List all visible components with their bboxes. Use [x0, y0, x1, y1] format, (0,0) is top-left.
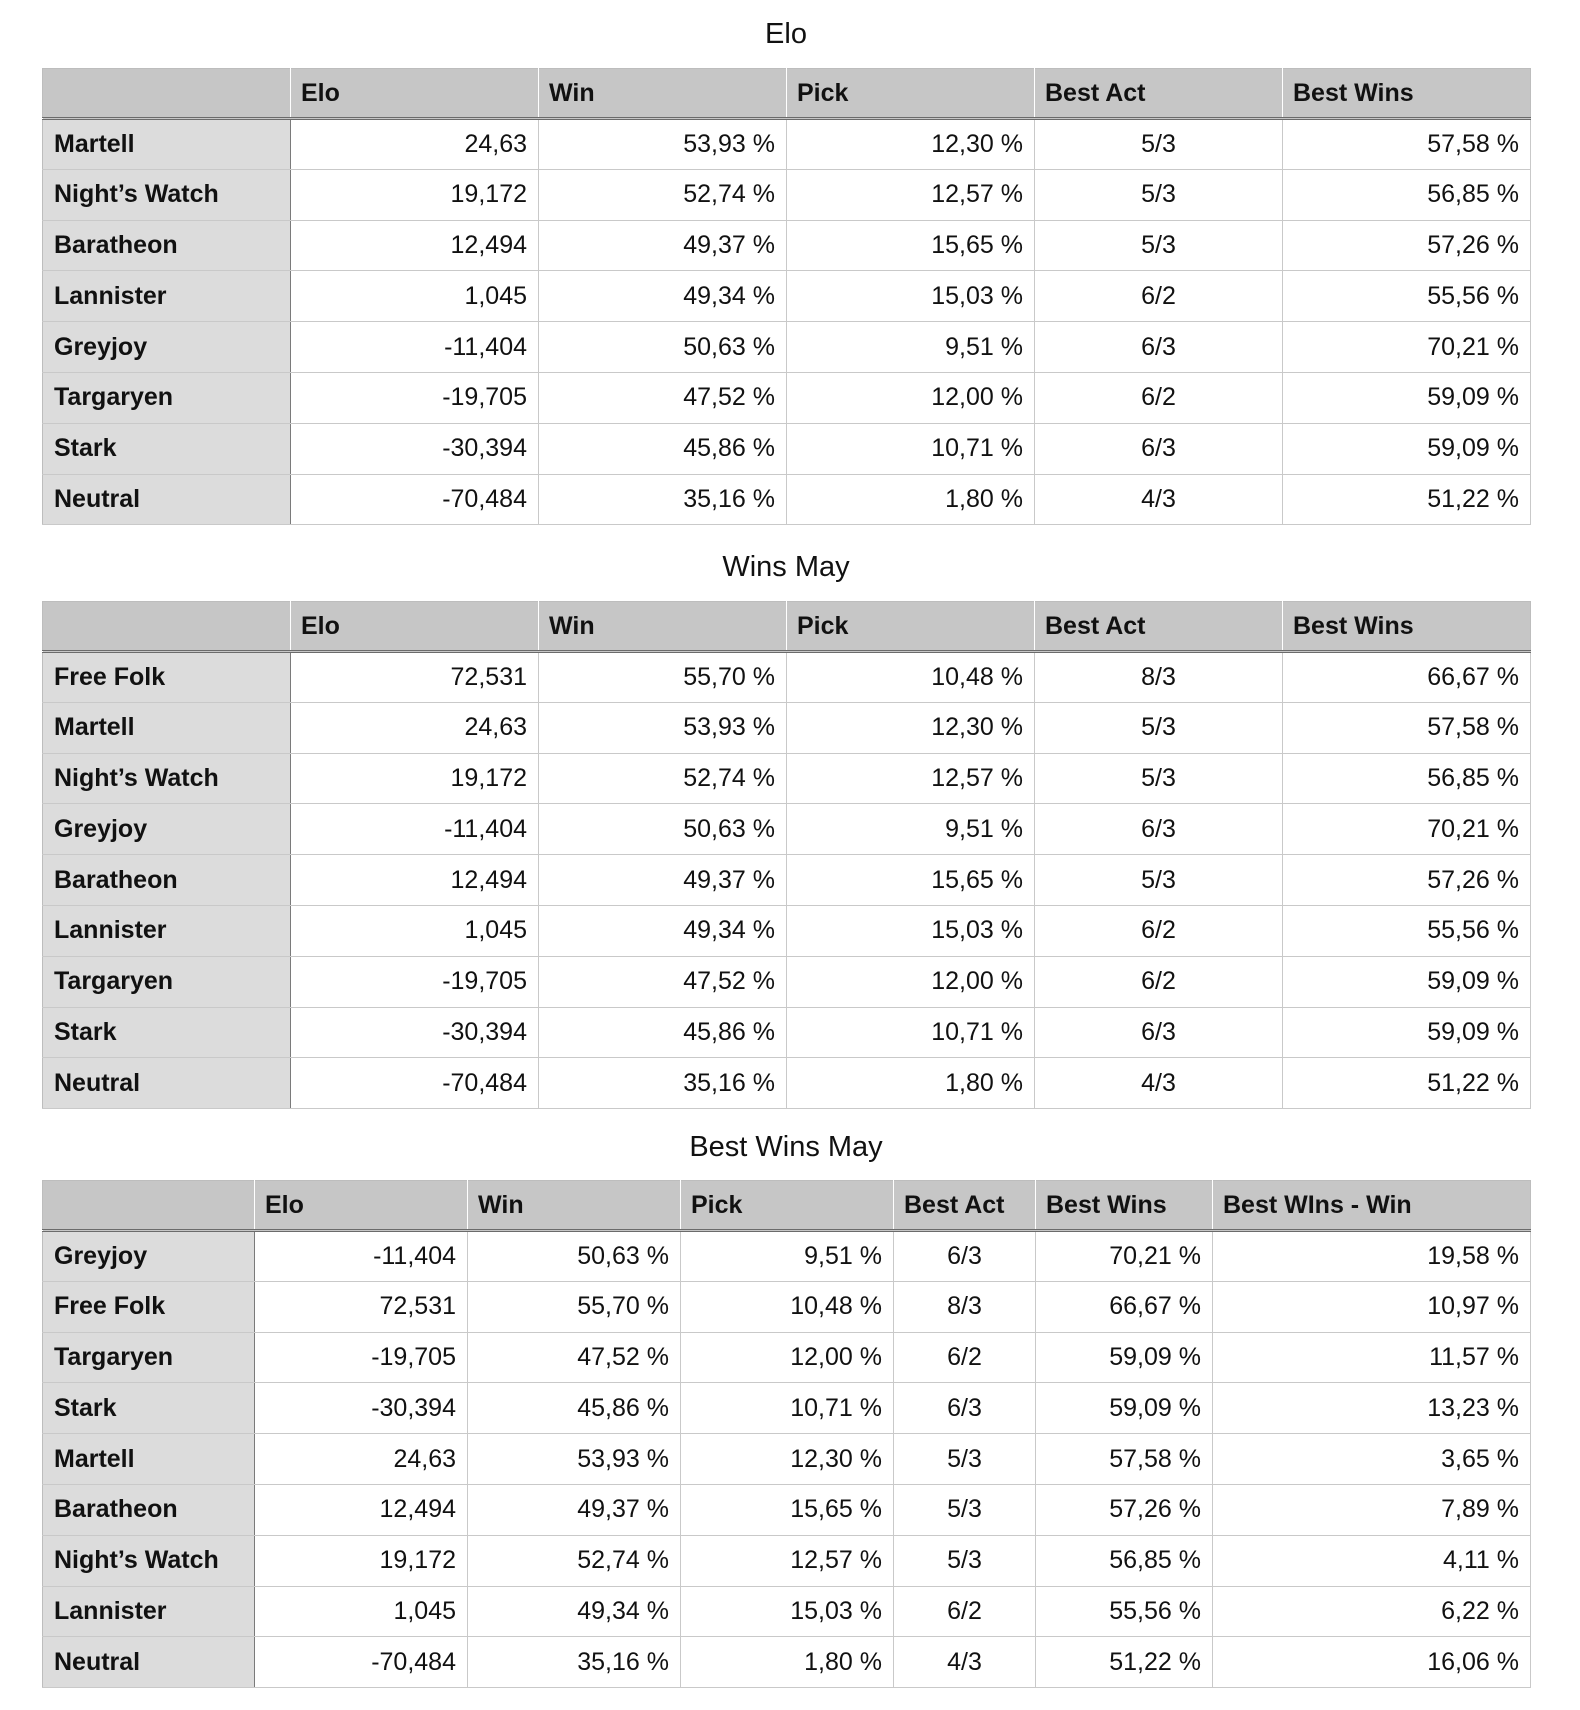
row-header-cell: Night’s Watch: [43, 169, 291, 220]
table-cell: 1,045: [255, 1586, 468, 1637]
table-cell: 12,494: [291, 855, 539, 906]
table-cell: 50,63 %: [539, 322, 787, 373]
table-cell: 57,58 %: [1283, 119, 1531, 170]
table-cell: 55,56 %: [1036, 1586, 1213, 1637]
table-cell: 6/3: [1035, 1007, 1283, 1058]
table-cell: 72,531: [255, 1281, 468, 1332]
table-cell: 50,63 %: [539, 804, 787, 855]
table-cell: 15,65 %: [787, 220, 1035, 271]
table-cell: 6/3: [1035, 423, 1283, 474]
table-title-elo: Elo: [765, 18, 807, 50]
row-header-cell: Lannister: [43, 271, 291, 322]
table-cell: 56,85 %: [1283, 753, 1531, 804]
table-row: [43, 423, 1531, 474]
table-cell: 6/2: [1035, 905, 1283, 956]
table-row: [43, 271, 1531, 322]
column-header: Pick: [681, 1181, 894, 1231]
column-header: Best Act: [894, 1181, 1036, 1231]
wins-may-table: [42, 601, 1531, 1109]
table-cell: 12,30 %: [787, 702, 1035, 753]
table-cell: 8/3: [1035, 652, 1283, 703]
elo-table: [42, 68, 1531, 525]
table-cell: 24,63: [291, 702, 539, 753]
table-cell: 35,16 %: [539, 1058, 787, 1109]
table-cell: 52,74 %: [468, 1535, 681, 1586]
table-cell: 49,34 %: [468, 1586, 681, 1637]
table-cell: 55,56 %: [1283, 905, 1531, 956]
row-header-cell: Baratheon: [43, 220, 291, 271]
table-cell: -30,394: [291, 1007, 539, 1058]
row-header-cell: Stark: [43, 1383, 255, 1434]
table-cell: 15,03 %: [787, 271, 1035, 322]
table-cell: 57,58 %: [1036, 1434, 1213, 1485]
table-title-best-wins-may: Best Wins May: [689, 1131, 883, 1163]
table-cell: 53,93 %: [539, 702, 787, 753]
header-row: [43, 602, 1531, 652]
corner-header-cell: [43, 69, 291, 119]
table-cell: 4/3: [1035, 474, 1283, 525]
table-cell: 51,22 %: [1036, 1637, 1213, 1688]
table-row: [43, 956, 1531, 1007]
table-cell: 35,16 %: [468, 1637, 681, 1688]
table-cell: -19,705: [291, 956, 539, 1007]
table-cell: 66,67 %: [1283, 652, 1531, 703]
table-cell: 12,57 %: [787, 753, 1035, 804]
column-header: Elo: [291, 69, 539, 119]
column-header: Win: [468, 1181, 681, 1231]
table-cell: 1,80 %: [787, 1058, 1035, 1109]
table-cell: 53,93 %: [468, 1434, 681, 1485]
table-cell: 5/3: [1035, 702, 1283, 753]
table-row: [43, 753, 1531, 804]
column-header: Best Act: [1035, 69, 1283, 119]
table-cell: 57,26 %: [1283, 220, 1531, 271]
table-cell: 6/3: [894, 1231, 1036, 1282]
column-header: Pick: [787, 602, 1035, 652]
table-cell: 66,67 %: [1036, 1281, 1213, 1332]
row-header-cell: Neutral: [43, 474, 291, 525]
table-cell: 19,172: [291, 753, 539, 804]
table-row: [43, 1231, 1531, 1282]
corner-header-cell: [43, 602, 291, 652]
column-header: Win: [539, 69, 787, 119]
column-header: Best Act: [1035, 602, 1283, 652]
row-header-cell: Martell: [43, 702, 291, 753]
table-cell: 1,045: [291, 905, 539, 956]
table-cell: 51,22 %: [1283, 474, 1531, 525]
row-header-cell: Stark: [43, 423, 291, 474]
table-cell: 72,531: [291, 652, 539, 703]
column-header: Best Wins: [1283, 69, 1531, 119]
row-header-cell: Targaryen: [43, 1332, 255, 1383]
table-cell: -11,404: [255, 1231, 468, 1282]
column-header: Best Wins: [1283, 602, 1531, 652]
row-header-cell: Greyjoy: [43, 1231, 255, 1282]
row-header-cell: Martell: [43, 119, 291, 170]
table-cell: 13,23 %: [1213, 1383, 1531, 1434]
table-cell: 19,58 %: [1213, 1231, 1531, 1282]
table-row: [43, 119, 1531, 170]
row-header-cell: Targaryen: [43, 372, 291, 423]
table-cell: 10,71 %: [787, 423, 1035, 474]
table-cell: 12,00 %: [787, 956, 1035, 1007]
table-cell: 19,172: [255, 1535, 468, 1586]
table-cell: 51,22 %: [1283, 1058, 1531, 1109]
table-cell: 59,09 %: [1283, 423, 1531, 474]
table-cell: -70,484: [255, 1637, 468, 1688]
table-cell: 12,30 %: [681, 1434, 894, 1485]
table-row: [43, 1332, 1531, 1383]
table-cell: 6/2: [1035, 372, 1283, 423]
table-row: [43, 1434, 1531, 1485]
row-header-cell: Night’s Watch: [43, 1535, 255, 1586]
table-cell: 5/3: [1035, 753, 1283, 804]
table-cell: 6/2: [894, 1332, 1036, 1383]
table-cell: 8/3: [894, 1281, 1036, 1332]
table-row: [43, 169, 1531, 220]
table-cell: 5/3: [1035, 220, 1283, 271]
header-row: [43, 1181, 1531, 1231]
table-cell: 12,494: [255, 1484, 468, 1535]
table-row: [43, 652, 1531, 703]
table-cell: 1,80 %: [681, 1637, 894, 1688]
table-cell: 55,70 %: [539, 652, 787, 703]
table-cell: 5/3: [894, 1535, 1036, 1586]
table-cell: 59,09 %: [1036, 1332, 1213, 1383]
row-header-cell: Neutral: [43, 1058, 291, 1109]
header-row: [43, 69, 1531, 119]
corner-header-cell: [43, 1181, 255, 1231]
row-header-cell: Free Folk: [43, 1281, 255, 1332]
table-cell: 53,93 %: [539, 119, 787, 170]
table-cell: 6/3: [1035, 322, 1283, 373]
table-cell: 1,045: [291, 271, 539, 322]
table-cell: 59,09 %: [1283, 1007, 1531, 1058]
table-cell: 9,51 %: [787, 322, 1035, 373]
table-cell: 47,52 %: [539, 956, 787, 1007]
table-cell: 57,26 %: [1283, 855, 1531, 906]
row-header-cell: Targaryen: [43, 956, 291, 1007]
table-cell: 24,63: [291, 119, 539, 170]
table-cell: 6/3: [894, 1383, 1036, 1434]
table-cell: 3,65 %: [1213, 1434, 1531, 1485]
table-cell: 12,00 %: [787, 372, 1035, 423]
table-cell: 45,86 %: [539, 423, 787, 474]
table-row: [43, 220, 1531, 271]
table-cell: 49,37 %: [539, 855, 787, 906]
table-cell: 56,85 %: [1036, 1535, 1213, 1586]
table-cell: 55,56 %: [1283, 271, 1531, 322]
table-cell: 7,89 %: [1213, 1484, 1531, 1535]
table-cell: 59,09 %: [1283, 956, 1531, 1007]
table-cell: 5/3: [1035, 855, 1283, 906]
column-header: Pick: [787, 69, 1035, 119]
best-wins-may-table: [42, 1180, 1531, 1688]
table-row: [43, 905, 1531, 956]
table-cell: 6/2: [1035, 956, 1283, 1007]
table-cell: 11,57 %: [1213, 1332, 1531, 1383]
row-header-cell: Free Folk: [43, 652, 291, 703]
table-cell: 10,48 %: [787, 652, 1035, 703]
table-row: [43, 372, 1531, 423]
column-header: Best Wins: [1036, 1181, 1213, 1231]
table-row: [43, 1007, 1531, 1058]
table-cell: -11,404: [291, 322, 539, 373]
table-cell: 59,09 %: [1283, 372, 1531, 423]
table-cell: 52,74 %: [539, 169, 787, 220]
table-cell: -19,705: [291, 372, 539, 423]
table-cell: -19,705: [255, 1332, 468, 1383]
table-row: [43, 1058, 1531, 1109]
table-cell: 70,21 %: [1283, 322, 1531, 373]
table-cell: 57,58 %: [1283, 702, 1531, 753]
table-cell: 5/3: [894, 1484, 1036, 1535]
table-cell: 9,51 %: [681, 1231, 894, 1282]
table-cell: 70,21 %: [1036, 1231, 1213, 1282]
table-row: [43, 1535, 1531, 1586]
table-cell: 50,63 %: [468, 1231, 681, 1282]
table-cell: 10,71 %: [681, 1383, 894, 1434]
column-header: Elo: [255, 1181, 468, 1231]
table-cell: 15,03 %: [681, 1586, 894, 1637]
table-cell: 47,52 %: [468, 1332, 681, 1383]
row-header-cell: Stark: [43, 1007, 291, 1058]
table-row: [43, 474, 1531, 525]
table-cell: 12,494: [291, 220, 539, 271]
table-cell: 45,86 %: [539, 1007, 787, 1058]
row-header-cell: Night’s Watch: [43, 753, 291, 804]
table-cell: 15,03 %: [787, 905, 1035, 956]
table-title-wins-may: Wins May: [722, 551, 850, 583]
row-header-cell: Neutral: [43, 1637, 255, 1688]
table-cell: -30,394: [255, 1383, 468, 1434]
table-cell: 6/3: [1035, 804, 1283, 855]
table-cell: -30,394: [291, 423, 539, 474]
table-cell: 1,80 %: [787, 474, 1035, 525]
table-cell: 5/3: [1035, 119, 1283, 170]
table-cell: 5/3: [894, 1434, 1036, 1485]
table-row: [43, 1383, 1531, 1434]
table-cell: 10,97 %: [1213, 1281, 1531, 1332]
table-cell: 19,172: [291, 169, 539, 220]
table-cell: 45,86 %: [468, 1383, 681, 1434]
table-cell: 9,51 %: [787, 804, 1035, 855]
table-cell: 10,71 %: [787, 1007, 1035, 1058]
table-cell: 49,37 %: [468, 1484, 681, 1535]
table-cell: 56,85 %: [1283, 169, 1531, 220]
table-row: [43, 1586, 1531, 1637]
column-header: Win: [539, 602, 787, 652]
table-cell: 6,22 %: [1213, 1586, 1531, 1637]
table-cell: 4,11 %: [1213, 1535, 1531, 1586]
table-row: [43, 1484, 1531, 1535]
table-cell: 59,09 %: [1036, 1383, 1213, 1434]
table-row: [43, 1281, 1531, 1332]
table-cell: 6/2: [1035, 271, 1283, 322]
table-cell: 57,26 %: [1036, 1484, 1213, 1535]
row-header-cell: Baratheon: [43, 1484, 255, 1535]
row-header-cell: Lannister: [43, 905, 291, 956]
table-cell: -70,484: [291, 474, 539, 525]
row-header-cell: Lannister: [43, 1586, 255, 1637]
table-cell: -70,484: [291, 1058, 539, 1109]
table-row: [43, 804, 1531, 855]
table-cell: 12,57 %: [681, 1535, 894, 1586]
table-cell: 15,65 %: [787, 855, 1035, 906]
table-row: [43, 855, 1531, 906]
table-cell: 16,06 %: [1213, 1637, 1531, 1688]
row-header-cell: Greyjoy: [43, 322, 291, 373]
row-header-cell: Greyjoy: [43, 804, 291, 855]
table-row: [43, 1637, 1531, 1688]
table-cell: -11,404: [291, 804, 539, 855]
row-header-cell: Martell: [43, 1434, 255, 1485]
table-cell: 55,70 %: [468, 1281, 681, 1332]
table-cell: 4/3: [1035, 1058, 1283, 1109]
table-cell: 15,65 %: [681, 1484, 894, 1535]
table-cell: 47,52 %: [539, 372, 787, 423]
row-header-cell: Baratheon: [43, 855, 291, 906]
table-row: [43, 702, 1531, 753]
table-cell: 12,30 %: [787, 119, 1035, 170]
table-cell: 49,34 %: [539, 905, 787, 956]
table-cell: 12,00 %: [681, 1332, 894, 1383]
table-cell: 6/2: [894, 1586, 1036, 1637]
table-cell: 49,37 %: [539, 220, 787, 271]
table-cell: 24,63: [255, 1434, 468, 1485]
table-cell: 49,34 %: [539, 271, 787, 322]
table-cell: 4/3: [894, 1637, 1036, 1688]
table-cell: 70,21 %: [1283, 804, 1531, 855]
table-cell: 12,57 %: [787, 169, 1035, 220]
column-header: Elo: [291, 602, 539, 652]
table-cell: 5/3: [1035, 169, 1283, 220]
table-cell: 35,16 %: [539, 474, 787, 525]
table-cell: 10,48 %: [681, 1281, 894, 1332]
table-cell: 52,74 %: [539, 753, 787, 804]
column-header: Best WIns - Win: [1213, 1181, 1531, 1231]
table-row: [43, 322, 1531, 373]
